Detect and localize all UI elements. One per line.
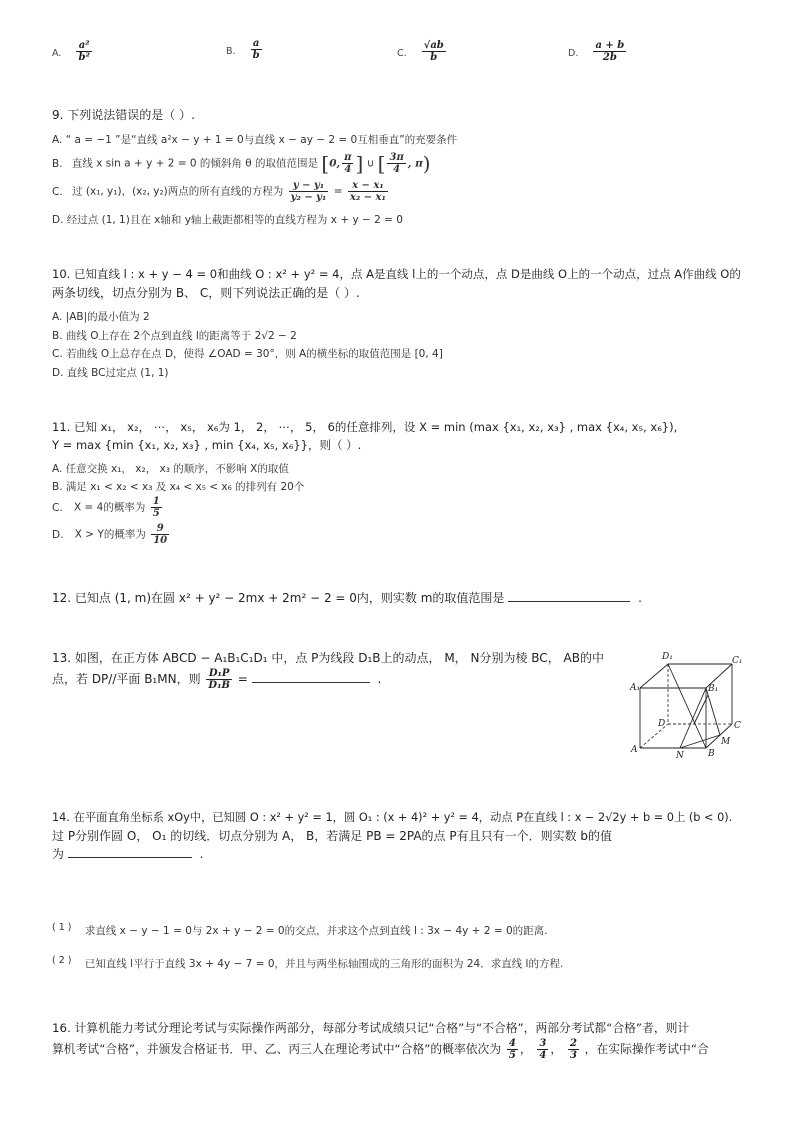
part-text: 已知直线 l平行于直线 3x + 4y − 7 = 0，并且与两坐标轴围成的三角形的面积为 24．求直线 l的方程. [84,958,564,970]
q11-stem-line1: 11. 已知 x₁， x₂， ⋯， x₅， x₆为 1， 2， ⋯， 5， 6的任意排列，设 X = min (max {x₁, x₂, x₃} , max {x₄, x₅, x₆}), [52,420,678,434]
label-b1: B₁ [708,684,719,694]
q10-option-b: B. 曲线 O上存在 2个点到直线 l的距离等于 2√2 − 2 [52,330,297,342]
label-a1: A₁ [630,683,641,693]
q14-stem-line1: 14. 在平面直角坐标系 xOy中，已知圆 O : x² + y² = 1，圆 O₁ : (x + 4)² + y² = 4，动点 P在直线 l : x − 2√2y + b = 0上 (b < 0). [52,811,733,824]
q9-stem: 9. 下列说法错误的是（ ）. [52,108,195,122]
period: . [199,847,204,861]
option-text: 过 (x₁, y₁)，(x₂, y₂)两点的所有直线的方程为 [72,185,284,198]
q12-stem [52,590,642,606]
part-number: ( 1 ) [52,922,72,933]
q8-option-d [568,40,628,63]
fraction: $\frac{a}{b}$ [252,38,260,61]
label-d: D [658,719,666,729]
answer-blank[interactable] [508,591,630,602]
bracket-right: ) [422,151,431,176]
q10-stem-line1: 10. 已知直线 l : x + y − 4 = 0和曲线 O : x² + y² = 4，点 A是直线 l上的一个动点，点 D是曲线 O上的一个动点，过点 A作曲线 O的 [52,267,741,281]
question-text: ，在实际操作考试中“合 [584,1042,709,1056]
label-a: A [631,745,638,755]
part-text: 求直线 x − y − 1 = 0与 2x + y − 2 = 0的交点，并求这个点到直线 l : 3x − 4y + 2 = 0的距离. [84,925,548,937]
bracket-left: [ [321,151,330,176]
q11-stem-line2: Y = max {min {x₁, x₂, x₃} , min {x₄, x₅, x₆}}，则（ ）. [52,438,362,452]
option-text: X = 4的概率为 [74,501,146,514]
label-n: N [676,751,684,760]
label-b: B [708,749,715,759]
option-letter: C. [397,48,407,59]
fraction: $\frac{\text{y − y₁}}{\text{y₂ − y₁}}$ [290,180,327,203]
question-text: 算机考试“合格”，并颁发合格证书．甲、乙、丙三人在理论考试中“合格”的概率依次为 [52,1042,502,1056]
interval-end: , π [407,157,423,170]
fraction: $\frac{\text{D₁P}}{\text{D₁B}}$ [208,668,230,691]
option-text: 直线 x sin a + y + 2 = 0 的倾斜角 θ 的取值范围是 [71,157,319,170]
option-letter: A. [52,48,62,59]
q11-option-a: A. 任意交换 x₁， x₂， x₃ 的顺序，不影响 X的取值 [52,463,289,475]
fraction: $\frac{\text{a²}}{\text{b²}}$ [78,40,90,63]
option-text: X > Y的概率为 [74,528,146,541]
q16-stem-line1: 16. 计算机能力考试分理论考试与实际操作两部分，每部分考试成绩只记“合格”与“不合格”，两部分考试都“合格”者，则计 [52,1021,690,1035]
fraction: $\frac{2}{3}$ [569,1038,577,1061]
period: . [377,672,382,686]
equals-sign: = [237,672,248,686]
q9-option-d: D. 经过点 (1, 1)且在 x轴和 y轴上截距都相等的直线方程为 x + y − 2 = 0 [52,214,403,226]
q11-option-c [52,496,164,519]
q8-option-a [52,40,94,63]
q11-option-d [52,523,171,546]
label-c: C [734,721,741,731]
interval-start: 0, [329,157,341,170]
q13-stem-line1: 13. 如图，在正方体 ABCD − A₁B₁C₁D₁ 中，点 P为线段 D₁B上的动点， M， N分别为棱 BC， AB的中 [52,651,604,665]
option-letter: B. [226,46,236,57]
fraction: $\frac{1}{5}$ [152,496,160,519]
q13-stem-line2 [52,668,381,691]
bracket-left: [ [377,151,386,176]
part-number: ( 2 ) [52,955,72,966]
q14-stem-line2: 过 P分别作圆 O， O₁ 的切线．切点分别为 A， B，若满足 PB = 2PA的点 P有且只有一个．则实数 b的值 [52,829,613,843]
question-text: 为 [52,847,65,861]
fraction: $\frac{\pi}{4}$ [344,152,352,175]
q8-option-b [226,38,264,61]
option-letter: D. [52,528,64,541]
fraction: $\frac{3}{4}$ [539,1038,547,1061]
period: . [638,591,642,605]
label-d1: D₁ [662,652,673,662]
q16-stem-line2 [52,1038,709,1061]
bracket-right: ] [355,151,364,176]
q9-option-b [52,152,431,175]
label-c1: C₁ [732,656,743,666]
q15-part1 [52,921,548,938]
q14-stem-line3 [52,846,204,862]
option-letter: B. [52,157,63,170]
q9-option-a: A. “ a = −1 ”是“直线 a²x − y + 1 = 0与直线 x − ay − 2 = 0互相垂直”的充要条件 [52,134,458,146]
answer-blank[interactable] [252,672,370,683]
fraction: $\frac{3\pi}{4}$ [389,152,404,175]
fraction: $\frac{4}{5}$ [508,1038,516,1061]
option-letter: D. [568,48,579,59]
q11-option-b: B. 满足 x₁ < x₂ < x₃ 及 x₄ < x₅ < x₆ 的排列有 20个 [52,481,305,493]
fraction: $\frac{9}{10}$ [153,523,168,546]
separator: ， [550,1042,563,1056]
option-letter: C. [52,501,63,514]
cube-figure [628,648,746,760]
fraction: $\frac{\text{x − x₁}}{\text{x₂ − x₁}}$ [349,180,386,203]
question-text: 点，若 DP//平面 B₁MN，则 [52,672,201,686]
q8-option-c [397,40,448,63]
fraction: $\frac{a + b}{2b}$ [595,40,625,63]
equals-sign: = [333,185,343,198]
q10-option-d: D. 直线 BC过定点 (1, 1) [52,367,169,379]
q9-option-c [52,180,390,203]
option-letter: C. [52,185,63,198]
question-text: 12. 已知点 (1, m)在圆 x² + y² − 2mx + 2m² − 2 = 0内，则实数 m的取值范围是 [52,591,505,605]
answer-blank[interactable] [68,847,192,858]
q15-part2 [52,954,563,971]
fraction: $\frac{√ab}{b}$ [423,40,444,63]
q10-stem-line2: 两条切线，切点分别为 B、 C，则下列说法正确的是（ ）. [52,286,360,300]
q10-option-a: A. |AB|的最小值为 2 [52,311,150,323]
label-m: M [721,737,731,747]
union-symbol: ∪ [366,157,375,170]
separator: ， [519,1042,532,1056]
q10-option-c: C. 若曲线 O上总存在点 D，使得 ∠OAD = 30°，则 A的横坐标的取值范围是 [0, 4] [52,348,443,360]
